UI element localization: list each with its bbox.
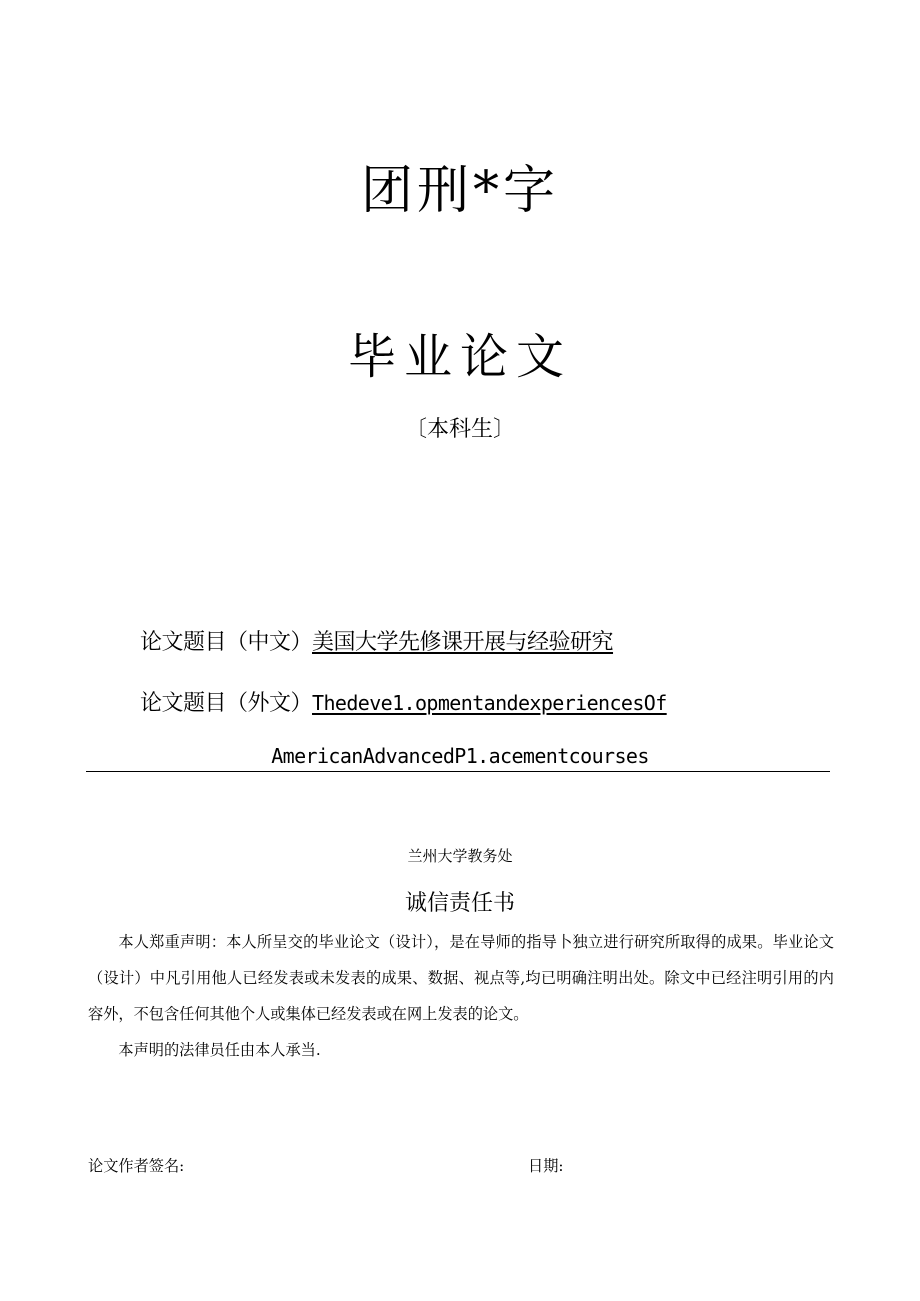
integrity-pledge-title: 诚信责任书 (404, 891, 515, 916)
date-label: 日期: (528, 1157, 564, 1175)
title-value-foreign-line1: Thedeve1.opmentandexperiencesOf (312, 691, 667, 715)
title-value-chinese: 美国大学先修课开展与经验研究 (312, 630, 614, 655)
title-underline-rule (86, 771, 830, 772)
title-row-foreign (140, 686, 667, 717)
issuing-office: 兰州大学教务处 (407, 847, 513, 865)
declaration-paragraph: 本人郑重声明：本人所呈交的毕业论文（设计），是在导师的指导卜独立进行研究所取得的成果。毕业论文（设计）中凡引用他人已经发表或未发表的成果、数据、视点等,均已明确注明出处。除文中已经注明引用的内容外，不包含任何其他个人或集体已经发表或在网上发表的论文。 (88, 933, 834, 1023)
liability-paragraph: 本声明的法律员任由本人承当. (118, 1041, 321, 1059)
title-label-chinese: 论文题目（中文） (140, 630, 313, 655)
degree-level: 〔本科生〕 (404, 417, 515, 442)
title-label-foreign: 论文题目（外文） (140, 691, 313, 716)
title-row-chinese (140, 625, 613, 656)
title-value-foreign-line2: AmericanAdvancedP1.acementcourses (271, 744, 649, 768)
document-type-title: 毕业论文 (347, 329, 572, 385)
university-name: 团刑*字 (360, 161, 559, 221)
author-signature-label: 论文作者签名: (88, 1157, 185, 1175)
